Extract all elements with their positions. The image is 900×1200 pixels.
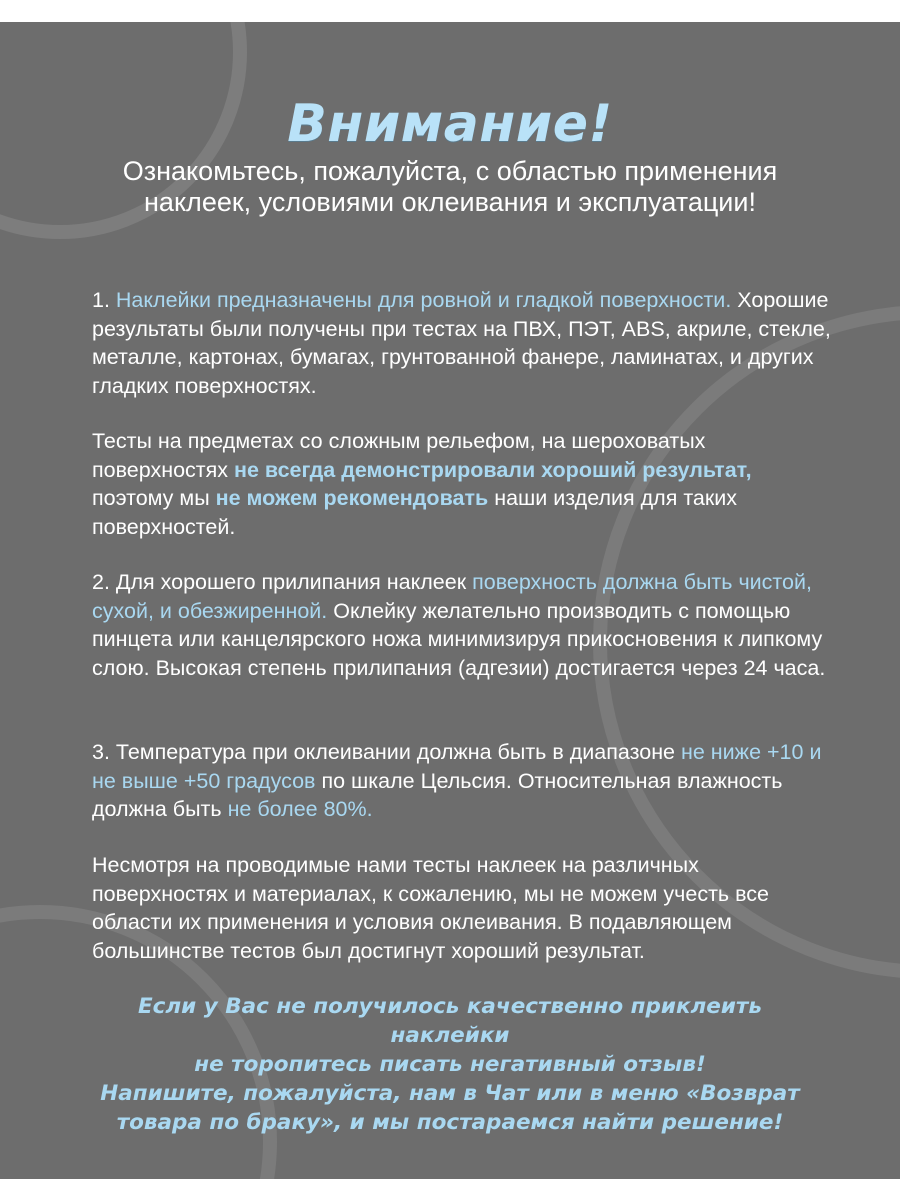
closing-line-1: Если у Вас не получилось качественно приклеить наклейки xyxy=(138,994,762,1048)
surface-text: Хорошие результаты были получены при тестах на ПВХ, ПЭТ, ABS, акриле, стекле, металле, картонах, бумагах, грунтованной фанере, ламинатах, и других гладких поверхностях. xyxy=(92,288,831,398)
closing-message xyxy=(90,992,810,1137)
section-surface xyxy=(92,286,832,400)
disclaimer-text: Несмотря на проводимые нами тесты наклеек на различных поверхностях и материалах, к сожалению, мы не можем учесть все области их применения и условия оклеивания. В подавляющем большинстве тестов был достигнут хороший результат. xyxy=(92,853,769,963)
section-relief xyxy=(92,427,832,541)
closing-line-2: не торопитесь писать негативный отзыв! xyxy=(194,1052,706,1077)
temperature-highlight-2: не более 80%. xyxy=(227,797,373,821)
adhesion-text-2: Оклейку желательно производить с помощью пинцета или канцелярского ножа минимизируя прикосновения к липкому слою. Высокая степень прилипания (адгезии) достигается через 24 часа. xyxy=(92,598,826,680)
closing-line-4: товара по браку», и мы постараемся найти решение! xyxy=(116,1110,784,1135)
temperature-text-2: по шкале Цельсия. Относительная влажность должна быть xyxy=(92,768,783,821)
temperature-text-1: 3. Температура при оклеивании должна быть в диапазоне xyxy=(92,740,681,764)
relief-text-2: поэтому мы xyxy=(92,486,216,510)
surface-highlight: Наклейки предназначены для ровной и гладкой поверхности. xyxy=(115,288,732,312)
page-title: Внимание! xyxy=(287,94,613,154)
closing-line-3: Напишите, пожалуйста, нам в Чат или в меню «Возврат xyxy=(100,1081,800,1106)
section-disclaimer xyxy=(92,851,832,965)
section-temperature xyxy=(92,738,832,824)
temperature-highlight-1: не ниже +10 и не выше +50 градусов xyxy=(92,740,822,793)
adhesion-highlight: поверхность должна быть чистой, сухой, и обезжиренной. xyxy=(92,570,812,623)
relief-highlight-1: не всегда демонстрировали хороший результат, xyxy=(234,457,752,482)
section-number: 1. xyxy=(92,288,116,312)
relief-text-3: наши изделия для таких поверхностей. xyxy=(92,486,738,539)
relief-highlight-2: не можем рекомендовать xyxy=(215,486,489,510)
adhesion-text-1: 2. Для хорошего прилипания наклеек xyxy=(92,570,473,594)
relief-text-1: Тесты на предметах со сложным рельефом, на шероховатых поверхностях xyxy=(92,429,706,482)
page-subtitle: Ознакомьтесь, пожалуйста, с областью применения наклеек, условиями оклеивания и эксплуатации! xyxy=(122,156,778,217)
notice-card xyxy=(0,22,900,1179)
section-adhesion xyxy=(92,568,832,682)
